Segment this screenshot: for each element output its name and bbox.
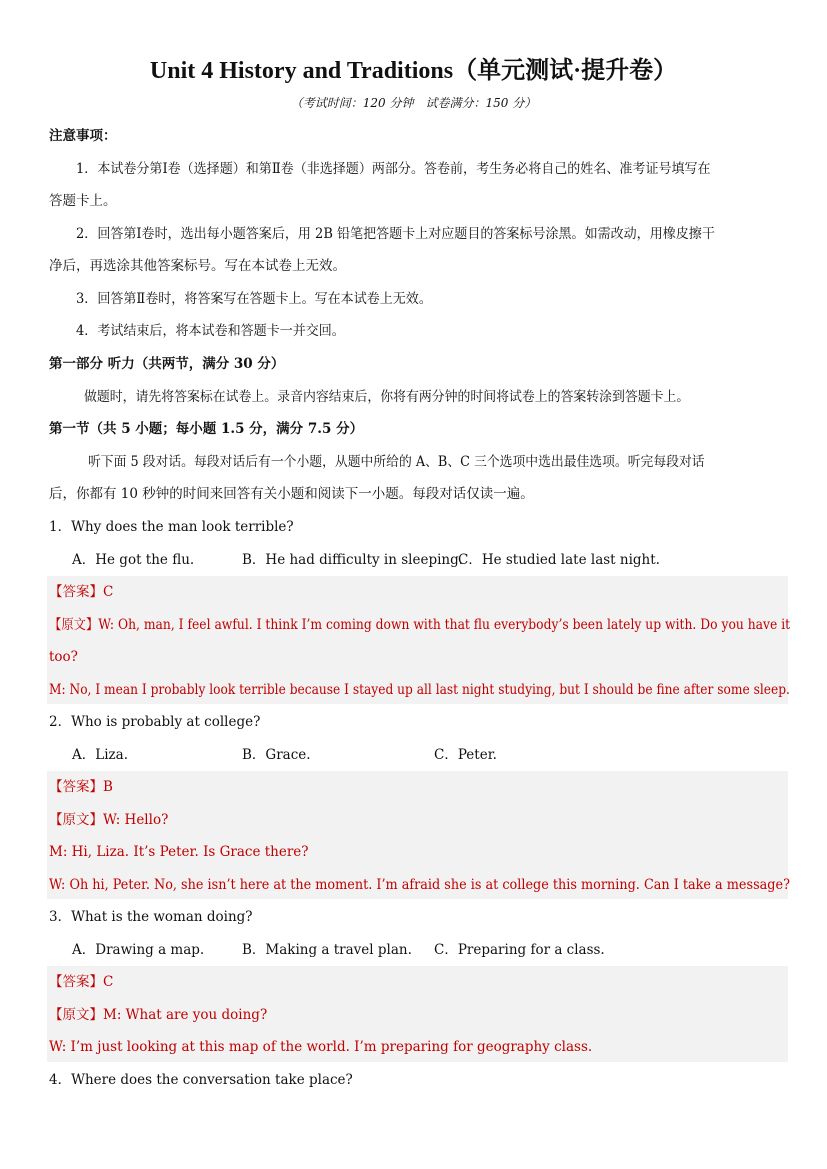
notice-line: 2．回答第Ⅰ卷时，选出每小题答案后，用 2B 铅笔把答题卡上对应题目的答案标号涂黑。如需改动，用橡皮擦干 [76,226,715,242]
option-a: A．Liza. [72,747,128,763]
answer-line [49,973,789,991]
option-a: A．He got the flu. [72,552,195,568]
transcript-line [49,1006,789,1024]
question-stem: 1．Why does the man look terrible? [49,519,294,535]
transcript-text: M: What are you doing? [103,1007,268,1023]
transcript-text: W: Hello? [103,812,169,828]
option-c: C．He studied late last night. [458,552,660,568]
notice-line: 净后，再选涂其他答案标号。写在本试卷上无效。 [49,258,346,274]
transcript-tag: 【原文】 [49,1007,103,1023]
transcript-line: W: Oh hi, Peter. No, she isn’t here at the moment. I’m afraid she is at college this morning. Can I take a message? [49,877,790,893]
transcript-line: too? [49,649,78,665]
part1-instruction: 做题时，请先将答案标在试卷上。录音内容结束后，你将有两分钟的时间将试卷上的答案转涂到答题卡上。 [84,389,690,405]
notice-heading: 注意事项： [49,128,117,144]
part1-heading: 第一部分 听力（共两节，满分 30 分） [49,356,285,372]
transcript-line: M: Hi, Liza. It’s Peter. Is Grace there? [49,844,309,860]
transcript-line: M: No, I mean I probably look terrible because I stayed up all last night studying, but I should be fine after some sleep. [49,682,790,698]
answer-tag: 【答案】 [49,779,103,795]
section1-instruction: 后，你都有 10 秒钟的时间来回答有关小题和阅读下一小题。每段对话仅读一遍。 [49,486,534,502]
answer-tag: 【答案】 [49,974,103,990]
transcript-line: W: I’m just looking at this map of the world. I’m preparing for geography class. [49,1039,593,1055]
exam-info: （考试时间：120 分钟 试卷满分：150 分） [290,96,537,110]
answer-value: B [103,779,113,795]
answer-value: C [103,584,114,600]
option-b: B．He had difficulty in sleeping. [242,552,464,568]
answer-tag: 【答案】 [49,584,103,600]
transcript-text: W: Oh, man, I feel awful. I think I’m coming down with that flu everybody’s been lately up with. Do you have it [98,617,791,633]
notice-line: 3．回答第Ⅱ卷时，将答案写在答题卡上。写在本试卷上无效。 [76,291,432,307]
option-c: C．Peter. [434,747,497,763]
option-b: B．Grace. [242,747,311,763]
transcript-tag: 【原文】 [49,617,99,633]
notice-line: 1．本试卷分第Ⅰ卷（选择题）和第Ⅱ卷（非选择题）两部分。答卷前，考生务必将自己的姓名、准考证号填写在 [76,161,711,177]
question-stem: 2．Who is probably at college? [49,714,261,730]
option-a: A．Drawing a map. [72,942,205,958]
transcript-tag: 【原文】 [49,812,103,828]
answer-line [49,778,789,796]
section1-instruction: 听下面 5 段对话。每段对话后有一个小题，从题中所给的 A、B、C 三个选项中选出最佳选项。听完每段对话 [88,454,705,470]
answer-line [49,583,789,601]
transcript-line [49,616,791,634]
section1-heading: 第一节（共 5 小题；每小题 1.5 分，满分 7.5 分） [49,421,364,437]
page-title: Unit 4 History and Traditions（单元测试·提升卷） [149,58,678,84]
option-c: C．Preparing for a class. [434,942,605,958]
question-stem: 4．Where does the conversation take place? [49,1072,353,1088]
notice-line: 4．考试结束后，将本试卷和答题卡一并交回。 [76,323,345,339]
answer-value: C [103,974,114,990]
question-stem: 3．What is the woman doing? [49,909,253,925]
option-b: B．Making a travel plan. [242,942,412,958]
notice-line: 答题卡上。 [49,193,117,209]
transcript-line [49,811,789,829]
